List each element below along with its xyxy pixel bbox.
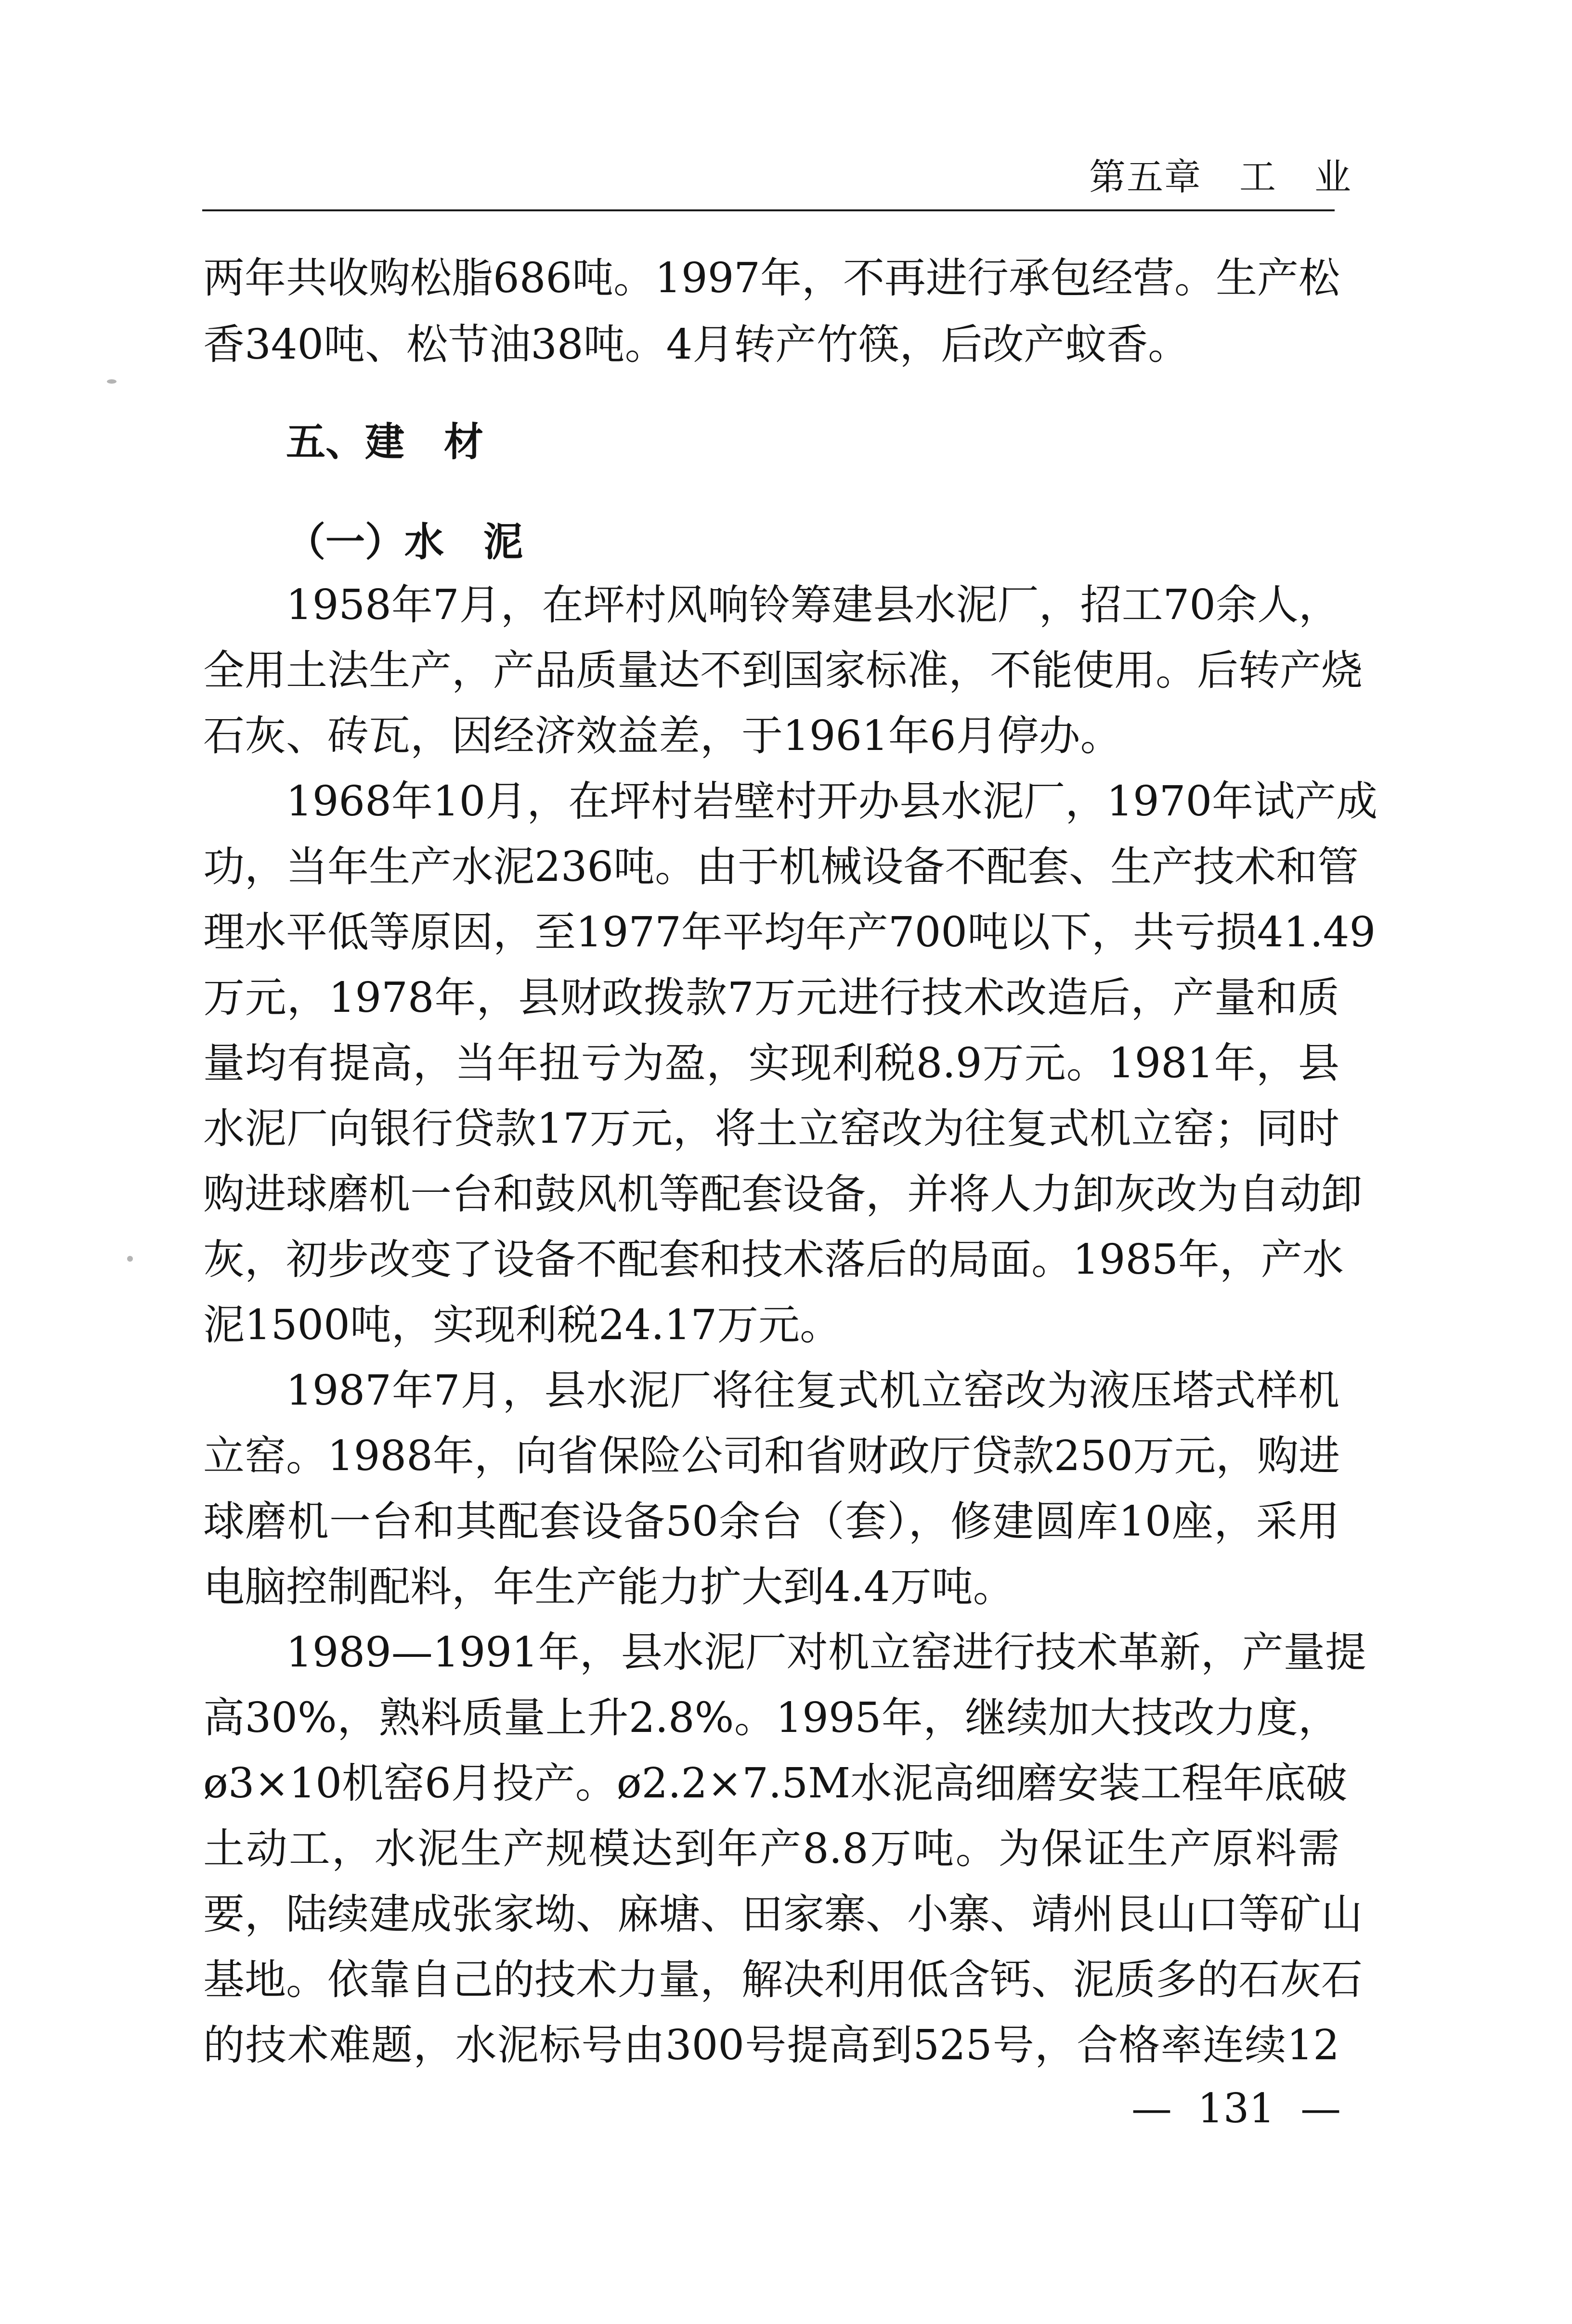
text-line: 灰，初步改变了设备不配套和技术落后的局面。1985年，产水 [203,1236,1344,1284]
text-line: 1968年10月，在坪村岩壁村开办县水泥厂，1970年试产成 [286,777,1378,826]
text-line: 1958年7月，在坪村风响铃筹建县水泥厂，招工70余人， [286,581,1340,629]
text-line: 高30%，熟料质量上升2.8%。1995年，继续加大技改力度， [203,1694,1339,1742]
text-line: 基地。依靠自己的技术力量，解决利用低含钙、泥质多的石灰石 [203,1956,1363,2004]
text-line: 购进球磨机一台和鼓风机等配套设备，并将人力卸灰改为自动卸 [203,1170,1363,1218]
text-line: 两年共收购松脂686吨。1997年，不再进行承包经营。生产松 [203,254,1340,302]
text-line: 要，陆续建成张家坳、麻塘、田家寨、小寨、靖州艮山口等矿山 [203,1890,1363,1938]
scan-speck [107,379,117,384]
text-line: 万元，1978年，县财政拨款7万元进行技术改造后，产量和质 [203,974,1340,1022]
text-line: 水泥厂向银行贷款17万元，将土立窑改为往复式机立窑；同时 [203,1105,1339,1153]
text-line: ø3×10机窑6月投产。ø2.2×7.5M水泥高细磨安装工程年底破 [203,1759,1348,1808]
running-head-chapter-title: 第五章 工 业 [1089,155,1352,198]
text-line: 泥1500吨，实现利税24.17万元。 [203,1301,842,1349]
section-heading: 五、建 材 [286,419,484,465]
text-line: 石灰、砖瓦，因经济效益差，于1961年6月停办。 [203,712,1122,760]
scan-speck [127,1256,133,1262]
text-line: 功，当年生产水泥236吨。由于机械设备不配套、生产技术和管 [203,843,1359,891]
text-line: 立窑。1988年，向省保险公司和省财政厅贷款250万元，购进 [203,1432,1340,1480]
text-line: 的技术难题，水泥标号由300号提高到525号，合格率连续12 [203,2021,1339,2069]
text-line: 1987年7月，县水泥厂将往复式机立窑改为液压塔式样机 [286,1367,1339,1415]
text-line: 球磨机一台和其配套设备50余台（套），修建圆库10座，采用 [203,1498,1339,1546]
text-line: 量均有提高，当年扭亏为盈，实现利税8.9万元。1981年，县 [203,1039,1339,1087]
text-line: 电脑控制配料，年生产能力扩大到4.4万吨。 [203,1563,1014,1611]
page-number: — 131 — [1131,2085,1341,2132]
header-rule [202,209,1335,211]
subsection-heading: （一）水 泥 [286,519,523,565]
text-line: 香340吨、松节油38吨。4月转产竹筷，后改产蚊香。 [203,321,1190,369]
text-line: 1989—1991年，县水泥厂对机立窑进行技术革新，产量提 [286,1628,1366,1677]
text-line: 理水平低等原因，至1977年平均年产700吨以下，共亏损41.49 [203,908,1376,956]
text-line: 土动工，水泥生产规模达到年产8.8万吨。为保证生产原料需 [203,1825,1339,1873]
text-line: 全用土法生产，产品质量达不到国家标准，不能使用。后转产烧 [203,646,1363,695]
